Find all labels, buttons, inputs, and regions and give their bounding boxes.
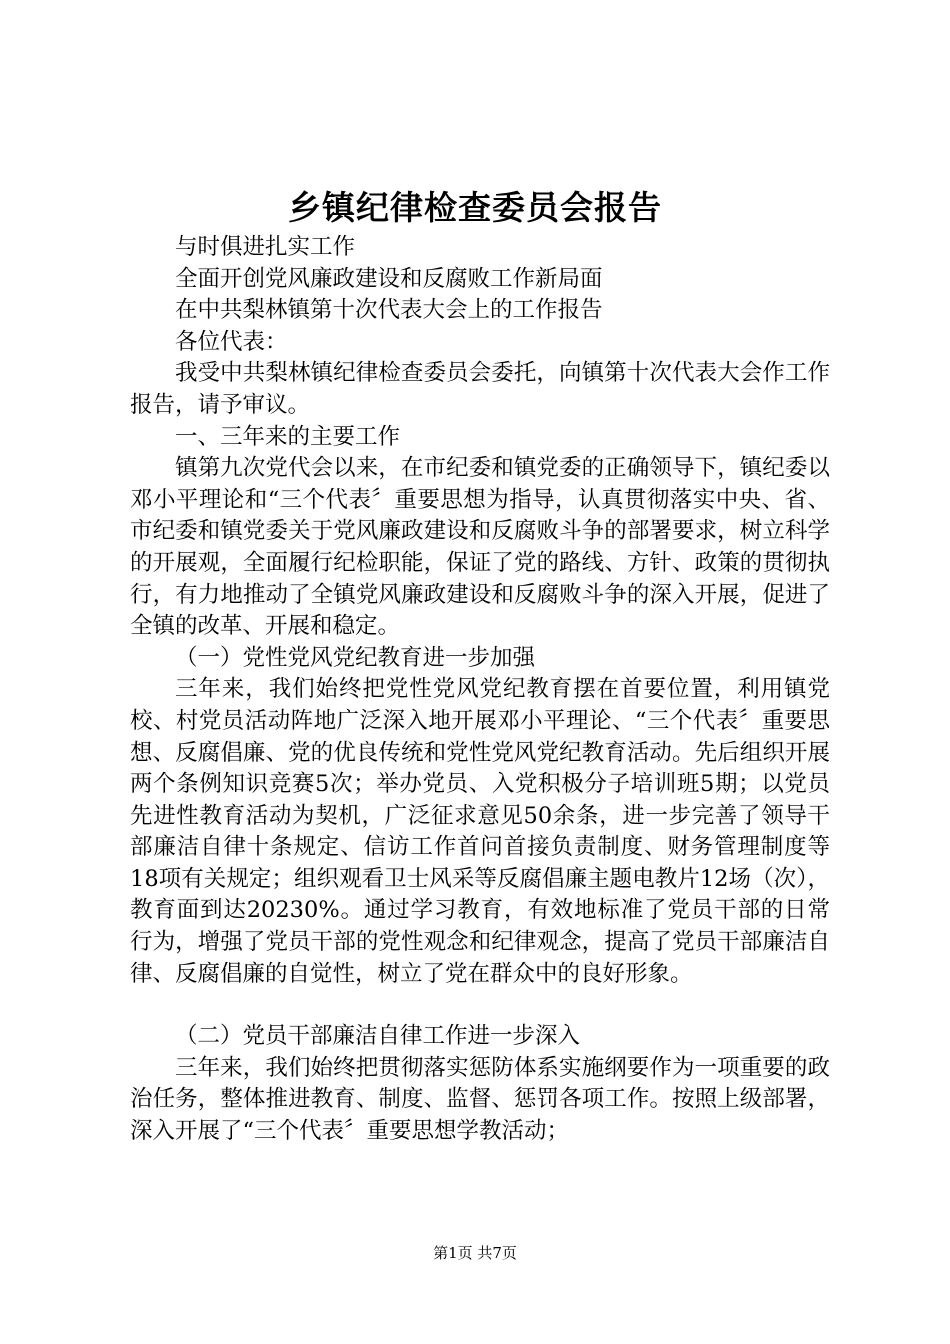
subtitle-line: 与时俱进扎实工作 (175, 234, 356, 260)
subtitle-line: 全面开创党风廉政建设和反腐败工作新局面 (175, 265, 603, 292)
section-heading: 一、三年来的主要工作 (175, 423, 401, 450)
salutation: 各位代表： (175, 328, 288, 355)
subtitle-line: 在中共梨林镇第十次代表大会上的工作报告 (175, 297, 603, 324)
paragraph: 三年来，我们始终把党性党风党纪教育摆在首要位置，利用镇党校、村党员活动阵地广泛深入地开展邓小平理论、“三个代表〞重要思想、反腐倡廉、党的优良传统和党性党风党纪教育活动。先后组织开展两个条例知识竞赛5次；举办党员、入党积极分子培训班5期；以党员先进性教育活动为契机，广泛征求意见50余条，进一步完善了领导干部廉洁自律十条规定、信访工作首问首接负责制度、财务管理制度等18项有关规定；组织观看卫士风采等反腐倡廉主题电教片12场（次），教育面到达20230%。通过学习教育，有效地标准了党员干部的日常行为，增强了党员干部的党性观念和纪律观念，提高了党员干部廉洁自律、反腐倡廉的自觉性，树立了党在群众中的良好形象。 (130, 676, 830, 987)
paragraph: 三年来，我们始终把贯彻落实惩防体系实施纲要作为一项重要的政治任务，整体推进教育、制度、监督、惩罚各项工作。按照上级部署，深入开展了“三个代表〞重要思想学教活动； (130, 1054, 830, 1145)
document-title: 乡镇纪律检查委员会报告 (288, 188, 662, 227)
paragraph: 我受中共梨林镇纪律检查委员会委托，向镇第十次代表大会作工作报告，请予审议。 (130, 360, 830, 418)
subsection-heading: （二）党员干部廉洁自律工作进一步深入 (175, 1023, 581, 1050)
paragraph: 镇第九次党代会以来，在市纪委和镇党委的正确领导下，镇纪委以邓小平理论和“三个代表〞重要思想为指导，认真贯彻落实中央、省、市纪委和镇党委关于党风廉政建设和反腐败斗争的部署要求，树立科学的开展观，全面履行纪检职能，保证了党的路线、方针、政策的贯彻执行，有力地推动了全镇党风廉政建设和反腐败斗争的深入开展，促进了全镇的改革、开展和稳定。 (130, 455, 830, 640)
page-footer: 第1页 共7页 (433, 1244, 517, 1262)
subsection-heading: （一）党性党风党纪教育进一步加强 (175, 644, 536, 671)
document-body (130, 232, 830, 1148)
